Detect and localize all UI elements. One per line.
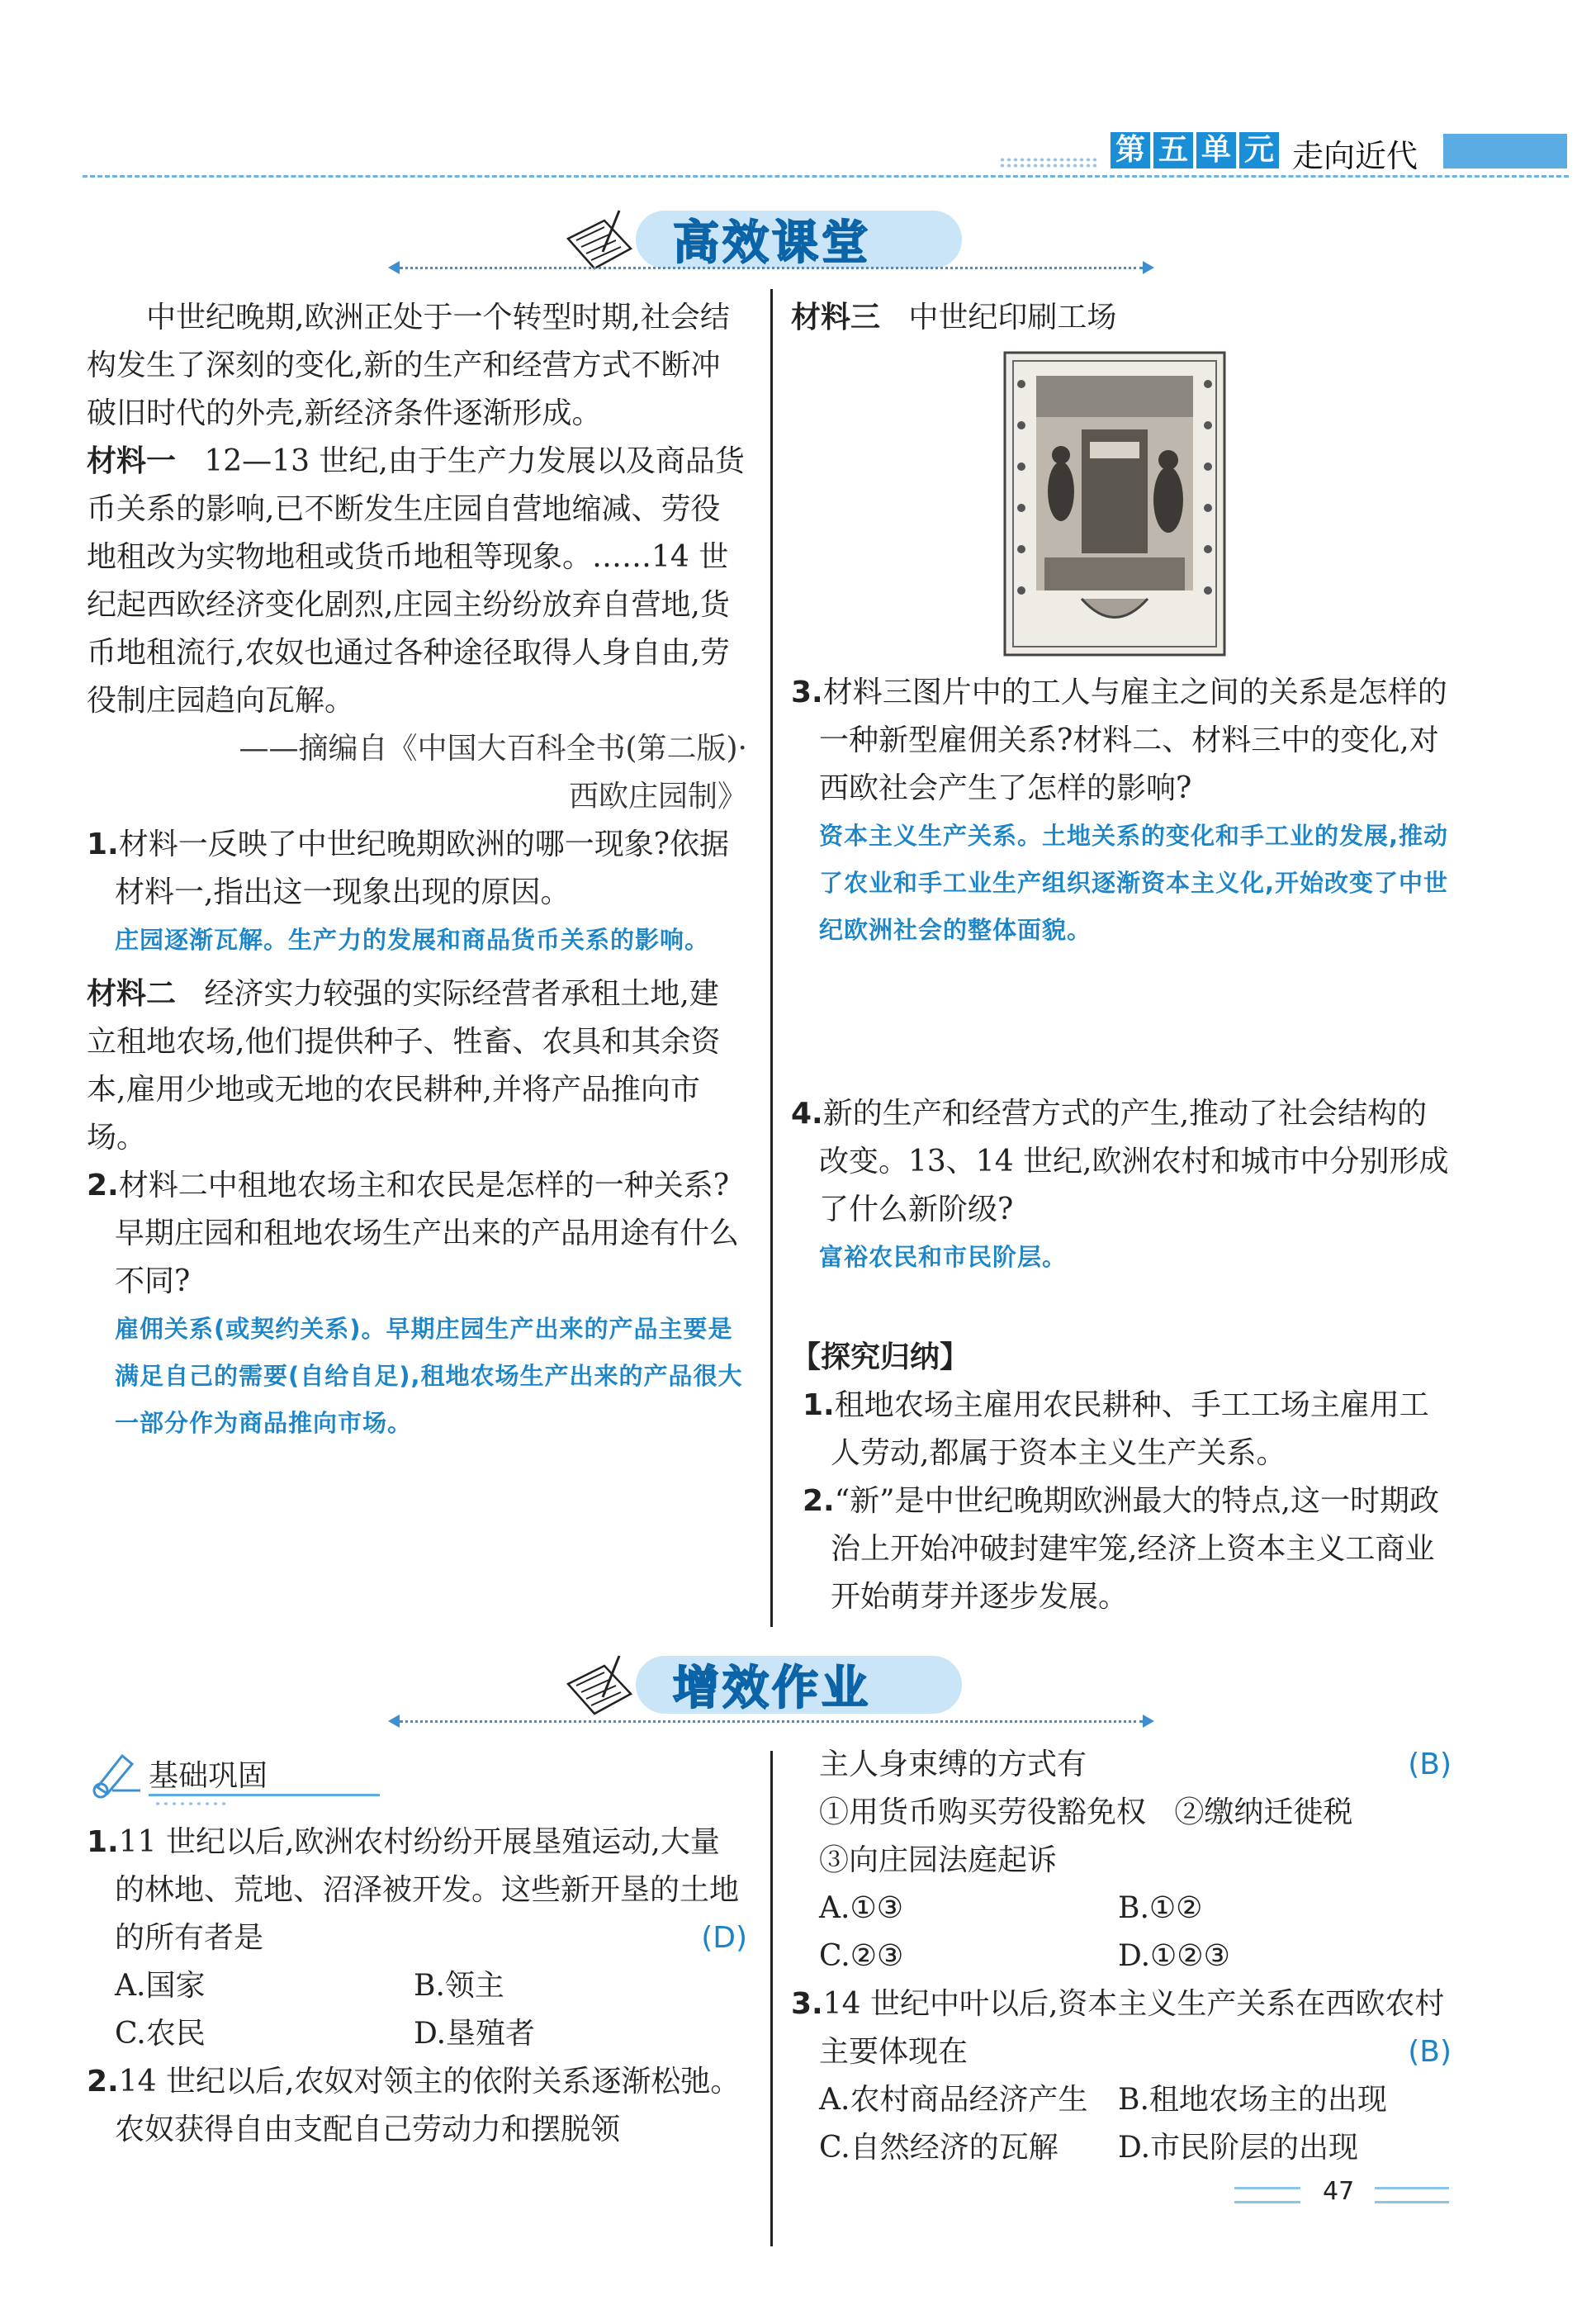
column-divider: [770, 1751, 773, 2246]
option-row: [819, 1885, 1452, 1933]
option-a: A.国家: [115, 1969, 206, 2003]
question-text: 新的生产和经营方式的产生,推动了社会结构的改变。13、14 世纪,欧洲农村和城市中分别形成了什么新阶级?: [819, 1097, 1449, 1226]
exercise-number: 1.: [87, 1825, 119, 1859]
question-3: [791, 669, 1452, 813]
column-divider: [770, 289, 773, 1627]
subsection-title: 基础巩固: [149, 1759, 268, 1793]
material-text: 中世纪印刷工场: [908, 301, 1117, 334]
subsection-rule: [149, 1794, 380, 1796]
statement-item: ②缴纳迁徙税: [1174, 1795, 1353, 1829]
option-a: A.农村商品经济产生: [819, 2083, 1088, 2117]
page-number-decoration: [1375, 2187, 1449, 2203]
exercise-text: 主人身束缚的方式有: [819, 1748, 1087, 1781]
exercise-1: [87, 1819, 747, 1962]
question-number: 1.: [87, 828, 119, 861]
intro-paragraph: 中世纪晚期,欧洲正处于一个转型时期,社会结构发生了深刻的变化,新的生产和经营方式不断冲破旧时代的外壳,新经济条件逐渐形成。: [87, 301, 730, 430]
option-row: [115, 1962, 747, 2010]
unit-char: 第: [1111, 132, 1150, 168]
option-row: [819, 2124, 1452, 2172]
unit-title: 走向近代: [1292, 138, 1418, 174]
question-2: [87, 1162, 747, 1306]
material-source: 西欧庄园制》: [568, 780, 747, 813]
material-label: 材料一: [87, 444, 177, 478]
question-text: 材料三图片中的工人与雇主之间的关系是怎样的一种新型雇佣关系?材料二、材料三中的变化,对西欧社会产生了怎样的影响?: [819, 676, 1447, 805]
question-number: 3.: [791, 676, 823, 709]
pen-icon: [89, 1749, 147, 1799]
printing-workshop-image: [1003, 351, 1226, 657]
header-rule: [83, 175, 1569, 178]
header-bar: [1443, 134, 1567, 168]
answer-4: 富裕农民和市民阶层。: [819, 1243, 1068, 1271]
notebook-pen-icon: [561, 202, 636, 277]
subsection-dots: [154, 1800, 228, 1807]
question-4: [791, 1090, 1452, 1234]
option-d: D.市民阶层的出现: [1118, 2131, 1359, 2165]
material-three-caption: [791, 294, 1452, 342]
exercise-number: 2.: [87, 2065, 119, 2099]
summary-number: 2.: [803, 1484, 835, 1518]
arrow-right-icon: [1143, 261, 1154, 274]
header-decoration: [999, 157, 1098, 168]
option-row: [819, 1933, 1452, 1980]
question-text: 材料一反映了中世纪晚期欧洲的哪一现象?依据材料一,指出这一现象出现的原因。: [115, 828, 730, 909]
exercise-number: 3.: [791, 1987, 823, 2021]
option-c: C.②③: [819, 1939, 904, 1973]
material-one: [87, 438, 747, 725]
section-title: 增效作业: [673, 1662, 871, 1715]
answer-mark: (D): [701, 1921, 747, 1955]
exercise-3: [791, 1980, 1452, 2076]
exercise-right: [791, 1741, 1452, 2172]
summary-text: “新”是中世纪晚期欧洲最大的特点,这一时期政治上开始冲破封建牢笼,经济上资本主义工商业开始萌芽并逐步发展。: [831, 1484, 1439, 1614]
material-source: ——摘编自《中国大百科全书(第二版)·: [239, 732, 747, 766]
option-b: B.①②: [1118, 1891, 1203, 1925]
page-number-decoration: [1234, 2187, 1300, 2203]
statement-row: [819, 1789, 1452, 1837]
answer-mark: (B): [1408, 2035, 1452, 2069]
summary-text: 租地农场主雇用农民耕种、手工工场主雇用工人劳动,都属于资本主义生产关系。: [831, 1388, 1429, 1470]
material-label: 材料二: [87, 977, 177, 1011]
option-d: D.①②③: [1118, 1939, 1230, 1973]
right-column: [791, 669, 1452, 954]
option-row: [115, 2010, 747, 2058]
option-a: A.①③: [819, 1891, 903, 1925]
summary-number: 1.: [803, 1388, 835, 1422]
page-number: 47: [1323, 2177, 1355, 2206]
answer-mark: (B): [1408, 1748, 1452, 1781]
answer-2: 雇佣关系(或契约关系)。早期庄园生产出来的产品主要是满足自己的需要(自给自足),租地农场生产出来的产品很大一部分作为商品推向市场。: [115, 1315, 743, 1437]
unit-char: 五: [1153, 132, 1193, 168]
material-label: 材料三: [791, 301, 881, 334]
material-text: 经济实力较强的实际经营者承租土地,建立租地农场,他们提供种子、牲畜、农具和其余资本,雇用少地或无地的农民耕种,并将产品推向市场。: [87, 977, 721, 1155]
question-number: 2.: [87, 1169, 119, 1202]
answer-1: 庄园逐渐瓦解。生产力的发展和商品货币关系的影响。: [115, 926, 710, 954]
section-rule: [400, 1720, 1143, 1723]
material-text: 12—13 世纪,由于生产力发展以及商品货币关系的影响,已不断发生庄园自营地缩减、劳役地租改为实物地租或货币地租等现象。……14 世纪起西欧经济变化剧烈,庄园主纷纷放弃自营地,货币地租流行,农奴也通过各种途径取得人身自由,劳役制庄园趋向瓦解。: [87, 444, 745, 718]
arrow-left-icon: [388, 261, 400, 274]
section-title: 高效课堂: [673, 216, 871, 270]
section-rule: [400, 267, 1143, 269]
option-c: C.农民: [115, 2017, 206, 2051]
arrow-left-icon: [388, 1715, 400, 1728]
answer-3: 资本主义生产关系。土地关系的变化和手工业的发展,推动了农业和手工业生产组织逐渐资本主义化,开始改变了中世纪欧洲社会的整体面貌。: [819, 822, 1449, 944]
question-4-block: [791, 1090, 1452, 1281]
material-two: [87, 970, 747, 1162]
question-number: 4.: [791, 1097, 823, 1131]
question-1: [87, 821, 747, 917]
summary-title: 【探究归纳】: [791, 1340, 970, 1374]
left-column: [87, 294, 747, 1447]
exercise-text: 11 世纪以后,欧洲农村纷纷开展垦殖运动,大量的林地、荒地、沼泽被开发。这些新开垦的土地的所有者是: [115, 1825, 740, 1955]
question-text: 材料二中租地农场主和农民是怎样的一种关系?早期庄园和租地农场生产出来的产品用途有什么不同?: [115, 1169, 740, 1298]
exercise-text: 14 世纪中叶以后,资本主义生产关系在西欧农村主要体现在: [819, 1987, 1445, 2069]
exercise-text: 14 世纪以后,农奴对领主的依附关系逐渐松弛。农奴获得自由支配自己劳动力和摆脱领: [115, 2065, 741, 2146]
exercise-2: [87, 2058, 747, 2154]
option-row: [819, 2076, 1452, 2124]
summary-block: [791, 1334, 1452, 1621]
statement-item: ③向庄园法庭起诉: [819, 1843, 1058, 1877]
unit-char: 元: [1239, 132, 1279, 168]
statement-item: ①用货币购买劳役豁免权: [819, 1795, 1147, 1829]
unit-char: 单: [1196, 132, 1236, 168]
option-c: C.自然经济的瓦解: [819, 2131, 1058, 2165]
arrow-right-icon: [1143, 1715, 1154, 1728]
option-d: D.垦殖者: [414, 2017, 536, 2051]
option-b: B.领主: [414, 1969, 504, 2003]
summary-item: [803, 1382, 1452, 1477]
option-b: B.租地农场主的出现: [1118, 2083, 1387, 2117]
summary-item: [803, 1477, 1452, 1621]
exercise-left: [87, 1819, 747, 2154]
notebook-pen-icon: [561, 1648, 636, 1722]
exercise-2-continued: [819, 1741, 1452, 1789]
